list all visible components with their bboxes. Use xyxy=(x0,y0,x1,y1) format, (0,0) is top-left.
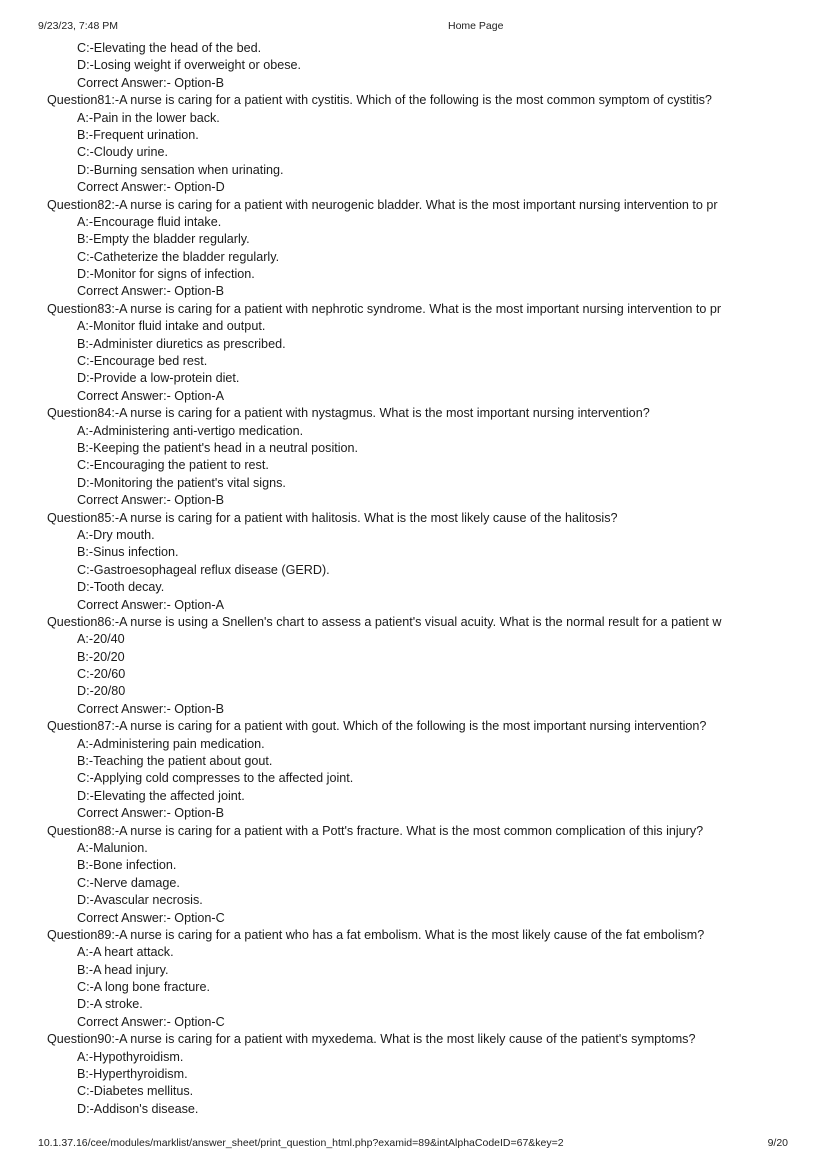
question-text: Question86:-A nurse is using a Snellen's chart to assess a patient's visual acuity. What is the normal result for a patient w xyxy=(47,614,722,629)
answer-option: D:-Provide a low-protein diet. xyxy=(77,371,240,386)
answer-option: B:-20/20 xyxy=(77,649,125,664)
correct-answer: Correct Answer:- Option-A xyxy=(77,597,224,612)
answer-option: D:-Monitor for signs of infection. xyxy=(77,267,255,282)
answer-option: A:-Encourage fluid intake. xyxy=(77,214,222,229)
question-text: Question84:-A nurse is caring for a patient with nystagmus. What is the most important nursing intervention? xyxy=(47,406,650,421)
answer-option: A:-Administering anti-vertigo medication. xyxy=(77,423,304,438)
answer-option: C:-Encourage bed rest. xyxy=(77,354,208,369)
question-text: Question87:-A nurse is caring for a patient with gout. Which of the following is the most important nursing intervention? xyxy=(47,719,707,734)
answer-option: B:-Frequent urination. xyxy=(77,127,199,142)
answer-option: A:-Monitor fluid intake and output. xyxy=(77,319,266,334)
question-text: Question81:-A nurse is caring for a patient with cystitis. Which of the following is the most common symptom of cystitis? xyxy=(47,93,712,108)
answer-option: D:-Elevating the affected joint. xyxy=(77,788,245,803)
answer-option: A:-A heart attack. xyxy=(77,945,174,960)
page-title: Home Page xyxy=(448,20,504,32)
answer-option: C:-Catheterize the bladder regularly. xyxy=(77,249,280,264)
answer-option: A:-Hypothyroidism. xyxy=(77,1049,184,1064)
answer-option: B:-Administer diuretics as prescribed. xyxy=(77,336,286,351)
correct-answer: Correct Answer:- Option-B xyxy=(77,701,224,716)
correct-answer: Correct Answer:- Option-B xyxy=(77,284,224,299)
answer-option: C:-Applying cold compresses to the affected joint. xyxy=(77,771,354,786)
page-number: 9/20 xyxy=(767,1137,788,1149)
answer-option: D:-Tooth decay. xyxy=(77,580,165,595)
answer-option: C:-Diabetes mellitus. xyxy=(77,1084,194,1099)
question-text: Question89:-A nurse is caring for a patient who has a fat embolism. What is the most likely cause of the fat embolism? xyxy=(47,927,705,942)
answer-option: A:-Administering pain medication. xyxy=(77,736,265,751)
answer-option: C:-Cloudy urine. xyxy=(77,145,168,160)
answer-option: B:-A head injury. xyxy=(77,962,169,977)
correct-answer: Correct Answer:- Option-C xyxy=(77,1014,225,1029)
question-text: Question88:-A nurse is caring for a patient with a Pott's fracture. What is the most common complication of this injury? xyxy=(47,823,704,838)
answer-option: B:-Bone infection. xyxy=(77,858,177,873)
answer-option: D:-Burning sensation when urinating. xyxy=(77,162,284,177)
answer-option: C:-20/60 xyxy=(77,667,126,682)
answer-option: D:-A stroke. xyxy=(77,997,143,1012)
question-list xyxy=(0,40,789,1118)
carryover-option: D:-Losing weight if overweight or obese. xyxy=(77,58,302,73)
question-text: Question90:-A nurse is caring for a patient with myxedema. What is the most likely cause of the patient's symptoms? xyxy=(47,1032,696,1047)
answer-option: B:-Keeping the patient's head in a neutral position. xyxy=(77,440,359,455)
carryover-option: C:-Elevating the head of the bed. xyxy=(77,41,262,55)
answer-option: B:-Sinus infection. xyxy=(77,545,179,560)
answer-option: A:-Pain in the lower back. xyxy=(77,110,220,125)
question-text: Question82:-A nurse is caring for a patient with neurogenic bladder. What is the most important nursing intervention to pr xyxy=(47,197,718,212)
answer-option: D:-Avascular necrosis. xyxy=(77,893,203,908)
correct-answer: Correct Answer:- Option-A xyxy=(77,388,224,403)
question-text: Question85:-A nurse is caring for a patient with halitosis. What is the most likely cause of the halitosis? xyxy=(47,510,618,525)
answer-option: B:-Teaching the patient about gout. xyxy=(77,754,273,769)
answer-option: A:-Malunion. xyxy=(77,840,148,855)
answer-option: C:-Gastroesophageal reflux disease (GERD). xyxy=(77,562,330,577)
answer-option: C:-Nerve damage. xyxy=(77,875,180,890)
correct-answer: Correct Answer:- Option-B xyxy=(77,493,224,508)
answer-option: C:-Encouraging the patient to rest. xyxy=(77,458,269,473)
carryover-answer: Correct Answer:- Option-B xyxy=(77,75,224,90)
correct-answer: Correct Answer:- Option-C xyxy=(77,910,225,925)
answer-option: D:-Addison's disease. xyxy=(77,1101,199,1116)
answer-option: A:-Dry mouth. xyxy=(77,527,155,542)
answer-option: D:-20/80 xyxy=(77,684,126,699)
answer-option: C:-A long bone fracture. xyxy=(77,980,211,995)
question-text: Question83:-A nurse is caring for a patient with nephrotic syndrome. What is the most important nursing intervention to pr xyxy=(47,301,722,316)
correct-answer: Correct Answer:- Option-D xyxy=(77,180,225,195)
print-datetime: 9/23/23, 7:48 PM xyxy=(38,20,118,32)
answer-option: B:-Empty the bladder regularly. xyxy=(77,232,250,247)
correct-answer: Correct Answer:- Option-B xyxy=(77,806,224,821)
answer-option: D:-Monitoring the patient's vital signs. xyxy=(77,475,286,490)
page-url: 10.1.37.16/cee/modules/marklist/answer_sheet/print_question_html.php?examid=89&intAlphaCodeID=67&key=2 xyxy=(38,1137,564,1149)
answer-option: B:-Hyperthyroidism. xyxy=(77,1067,188,1082)
answer-option: A:-20/40 xyxy=(77,632,125,647)
